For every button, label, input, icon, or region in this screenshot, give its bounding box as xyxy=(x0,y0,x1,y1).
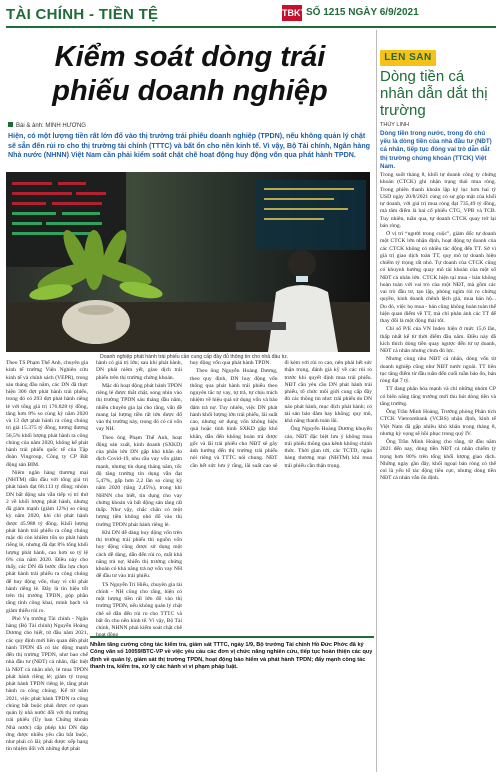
article-byline xyxy=(8,122,86,129)
byline-square-icon xyxy=(8,122,13,127)
article-paragraph: Phó Vụ trưởng Tài chính - Ngân hàng (Bộ Tài chính) Nguyễn Hoàng Dương cho biết, từ đầu năm 2021, các quy định mới liên quan đến phát hành TPDN đã có tác động mạnh đến thị trường TPDN, như bao chế nhà đầu tư (NĐT) cá nhân, đặc biệt là NĐT cá nhân nhỏ, lẻ mua TPDN phát hành riêng lẻ; giảm tỷ trọng phát hành TPDN riêng lẻ, tăng phát hành ra công chúng. Kể từ năm 2021, việc phát hành TPDN ra công chúng bắt buộc phải được cơ quan quản lý nhà nước đối với thị trường trái phiếu (Ủy ban Chứng khoán Nhà nước) cấp phép khi DN đáp ứng được nhiều yêu cầu bắt buộc, như phải có lãi; phải được xếp hạng tín nhiệm đối với những đợt phát xyxy=(6,615,88,753)
sidebar-lede: Dòng tiền trong nước, trong đó chủ yếu là dòng tiền của nhà đầu tư (NĐT) cá nhân, tiếp tục đóng vai trò dẫn dắt thị trường chứng khoán (TTCK) Việt Nam. xyxy=(380,130,492,170)
sidebar-paragraph: Ông Trần Minh Hoàng, Trưởng phòng Phân tích CTCK Vietcombank (VCBS) nhận định, kinh tế Việt Nam đã gặp nhiều khó khăn trong tháng 8, nhưng kỳ vọng sẽ hồi phục trong quý IV. xyxy=(380,409,496,437)
article-paragraph: Ông Nguyễn Hoàng Dương khuyến cáo, NĐT đặc biệt lưu ý không mua trái phiếu thông qua kênh không chính thức. Thời gian tới, các TCTD, ngân hàng thương mại (NHTM) khi mua trái phiếu cần thận trọng. xyxy=(284,426,372,469)
sidebar-paragraph: Ở vị trí “người trong cuộc”, giám đốc tự doanh một CTCK lớn nhận định, hoạt động tự doanh của các CTCK không có nhiều tác động đến TT. Sở vì giá trị giao dịch toàn TT, quy mô tự doanh hiện chiếm tỷ trọng rất nhỏ. Tự doanh của CTCK cũng có khuynh hướng quay mô tài khoản của một số NĐT cá nhân lớn. CTCK hiện tại mua - bán không hoàn toàn với vai trò của một NĐT, mà gồm các vai trò đầu tư, tạo lập, phòng ngừa rủi ro chứng quyền, kinh doanh chênh lệch giá, mua bán hộ... Do đó, việc họ mua - bán cũng không hoàn toàn thể hiện quan điểm về TT, mà chỉ phản ánh các TT để thay đổi là một động thái tốt. xyxy=(380,231,496,324)
article-paragraph: TS Nguyễn Trí Hiếu, chuyên gia tài chính - NH cũng cho rằng, hiện có một lượng tiền rất lớn đổ vào thị trường TPDN, nếu không quản lý chặt chẽ sẽ dẫn đến rủi ro cho TTTC và bất ổn cho nền kinh tế. Vì vậy, Bộ Tài chính, NHNN phải kiểm soát chặt chẽ hoạt động xyxy=(96,581,183,639)
byline-text: Bài & ảnh: MINH HƯƠNG xyxy=(16,123,86,129)
article-lede: Hiện, có một lượng tiền rất lớn đổ vào thị trường trái phiếu doanh nghiệp (TPDN), nếu không quản lý chặt sẽ sẵn đến rủi ro cho thị trường tài chính (TTTC) và bất ổn cho nền kinh tế. Vì vậy, Bộ Tài chính, Ngân hàng Nhà nước (NHNN) Việt Nam cần phải kiểm soát chặt chẽ hoạt động huy động vốn qua phát hành TPDN. xyxy=(8,132,371,160)
article-column-3 xyxy=(190,360,372,632)
sidebar-body xyxy=(380,172,496,772)
article-column-1 xyxy=(6,360,88,772)
article-paragraph: Theo ông Phạm Thế Anh, hoạt động sản xuất, kinh doanh (SXKD) của phần lớn DN gặp khó khăn do dịch Covid-19, nhu cầu vay vốn giảm mạnh, nhưng tín dụng tháng năm, tốc độ tăng trưởng tín dụng vẫn đạt 5,47%, gấp hơn 2,2 lần so cùng kỳ năm 2020 (tăng 2,45%), trong khi NHNN cho biết, tín dụng cho vay chứng khoán và bất động sản tăng rất thấp. Như vậy, chắc chắn có một lượng tiền không nhỏ đổ vào thị trường TPDN phát hành riêng lẻ. xyxy=(96,434,182,528)
issue-number: SỐ 1215 NGÀY 6/9/2021 xyxy=(306,7,419,18)
sidebar-paragraph: TT đang phân hóa mạnh và chỉ những nhóm CP có biên năng tăng trưởng mới thu hút dòng tiền và tăng trưởng. xyxy=(380,386,496,407)
highlight-box: Nhằm tăng cường công tác kiểm tra, giám sát TTTC, ngày 1/9, Bộ trưởng Tài chính Hồ Đức Phớc đã ký Công văn số 10059/BTC-VP về việc yêu cầu các đơn vị chức năng nghiên cứu, tiếp tục hoàn thiện các quy định về quản lý, giám sát thị trường TPDN, hoạt động bảo hiểm và phát hành TPDN; đẩy mạnh công tác thanh tra, kiểm tra, xử lý các hành vi vi phạm pháp luật. xyxy=(90,636,374,672)
sidebar-byline: THÙY LINH xyxy=(380,122,409,128)
sidebar-headline: Dòng tiền cá nhân dẫn dắt thị trường xyxy=(380,68,488,119)
sidebar-paragraph: Chỉ số P/E của VN Index hiện ở mức 15,6 lần, thấp nhất kể từ thời điểm đầu năm. Điều này đã kích thích dòng tiền quay ngược đến từ tự doanh, NĐT cá nhân nhưng chưa đủ lực. xyxy=(380,326,496,354)
article-column-2 xyxy=(96,360,183,639)
article-paragraph: hành có giá trị lớn; sau khi phát hành, DN phải niêm yết, giao dịch trái phiếu trên thị trường chứng khoán. xyxy=(96,360,182,381)
sidebar-kicker: LEN SAN xyxy=(380,50,436,66)
publication-logo: TBKT xyxy=(282,5,302,21)
sidebar-paragraph: Ông Trần Minh Hoàng cho rằng, từ đầu năm 2021 đến nay, dòng tiền NĐT cá nhân chiếm tỷ trọng hơn 80% trên tổng khối lượng giao dịch. Những ngày gần đây, khối ngoại bán ròng có thể coi là yếu tố tác động tiêu cực, nhưng dòng tiền NĐT cá nhân vẫn ổn định. xyxy=(380,439,496,482)
article-paragraph: Khi DN dễ dàng huy động vốn trên thị trường trái phiếu thì nguồn vốn huy động cũng được sử dụng một cách dễ dàng, dẫn đến rủi ro, mất khả năng trả nợ, khiến thị trường chứng khoán có khả năng trả nợ vốn vay NH để đầu tư vào trái phiếu. xyxy=(96,529,182,580)
photo-caption: Doanh nghiệp phát hành trái phiếu cần cung cấp đầy đủ thông tin cho nhà đầu tư. xyxy=(100,354,289,360)
article-paragraph: huy động vốn qua phát hành TPDN. xyxy=(190,360,271,366)
sidebar-paragraph: Nhưng cùng nhu NĐT cá nhân, dòng vốn từ doanh nghiệp cũng như NĐT nước ngoài. TT liên tục tăng điểm từ đầu tuần đến cuối tuần bảo ổn, bán ròng đạt 7 tỷ. xyxy=(380,356,496,384)
article-paragraph: Niêm ngân hàng thương mại (NHTM) dẫn đầu với tổng giá trị phát hành đạt 68.113 tỷ đồng; nhóm DN bất động sản vẫn tiếp vị trí thứ 2 về khối lượng phát hành, nhưng đã giảm mạnh (giảm 12%) so cùng kỳ năm 2020, khi chỉ phát hành được 45.988 tỷ đồng. Khối lượng phát hành trái phiếu ra công chúng mặc dù còn khiêm tốn so phát hành riêng lẻ, nhưng đã đạt 8% tổng khối lượng phát hành, cao hơn so tỷ lệ 6% của năm 2020. Điều này cho thấy, các DN đã bước đầu lựa chọn phát hành trái phiếu ra công chúng để huy động vốn, thay vì chỉ phát hành riêng lẻ. Đây là tín hiệu tốt trên thị trường TPDN, góp phần tăng tính công khai, minh bạch và giảm thiểu rủi ro. xyxy=(6,469,88,614)
article-paragraph: Mặc dù hoạt động phát hành TPDN riêng lẻ được thắt chặt, song nhìn vào thị trường TPDN sáu tháng đầu năm, nhiều chuyên gia lại cho rằng, vấn đề mang lại lượng tiền rất lớn được đổ vào thị trường này, trong đó có cả vốn vay NH. xyxy=(96,382,182,433)
header-rule xyxy=(6,26,496,28)
column-divider xyxy=(376,30,377,772)
sidebar-paragraph: Trong suốt tháng 8, khối tự doanh công ty chứng khoán (CTCK) ghi nhận trạng thái mua ròng. Trong phiên thanh khoản lập kỷ lục hơn hai tỷ USD ngày 20/8/2021 cùng có sự góp mặt của khối tự doanh, với giá trị mua ròng đạt 735,49 tỷ đồng, mà tâm điểm là hai cổ phiếu CTG, VPB và TCB. Tuy nhiên, tuần qua, tự doanh CTCK quay trở lại bán ròng. xyxy=(380,172,496,229)
section-label: TÀI CHÍNH - TIỀN TỆ xyxy=(6,6,159,23)
article-paragraph: Theo TS Phạm Thế Anh, chuyên gia kinh tế trường Viện Nghiên cứu kinh tế và chính sách (VEPR), trong sáu tháng đầu năm, các DN đã thực hiện 306 đợt phát hành trái phiếu, trong đó có 293 đợt phát hành riêng lẻ với tổng giá trị 176.828 tỷ đồng, tăng hơn 8% so cùng kỳ năm 2020 và 13 đợt phát hành ra công chúng trị giá 15.375 tỷ đồng, tương đương 56,5% khối lượng phát hành ra công chúng của năm 2020, không kể phát hành trái phiếu quốc tế của Tập đoàn Vingroup, Công ty CP Bất động sản BIM. xyxy=(6,360,88,468)
article-photo xyxy=(6,172,370,352)
article-paragraph: Theo ông Nguyễn Hoàng Dương, theo quy định, DN huy động vốn thông qua phát hành trái phiếu theo nguyên tắc tự vay, tự trả, tự chịu trách nhiệm về hiệu quả sử dụng vốn và bảo đảm trả nợ. Tuy nhiên, việc DN phát hành khối lượng lớn trái phiếu, lãi suất cao, nhưng sử dụng vốn không hiệu quả hoặc tình hình SXKD gặp khó khăn, dẫn đến không hoàn trả được gốc và lãi trái phiếu cho NĐT sẽ gây ảnh hưởng đến thị trường trái phiếu nói riêng và TTTC nói chung. NĐT cần hết sức lưu ý rằng, lãi suất cao sẽ đi kèm với rủi ro cao, nên phải hết sức thận trọng, đánh giá kỹ về các rủi ro trước khi quyết định mua trái phiếu. NĐT cần yêu cầu DN phát hành trái phiếu, tổ chức môi giới cung cấp đầy đủ các thông tin như: trái phiếu do DN nào phát hành, mục đích phát hành; có tài sản bảo đảm hay không; quy mô, khả năng thanh toán lãi. xyxy=(190,360,372,469)
article-headline: Kiểm soát dòng trái phiếu doanh nghiệp xyxy=(52,41,328,107)
